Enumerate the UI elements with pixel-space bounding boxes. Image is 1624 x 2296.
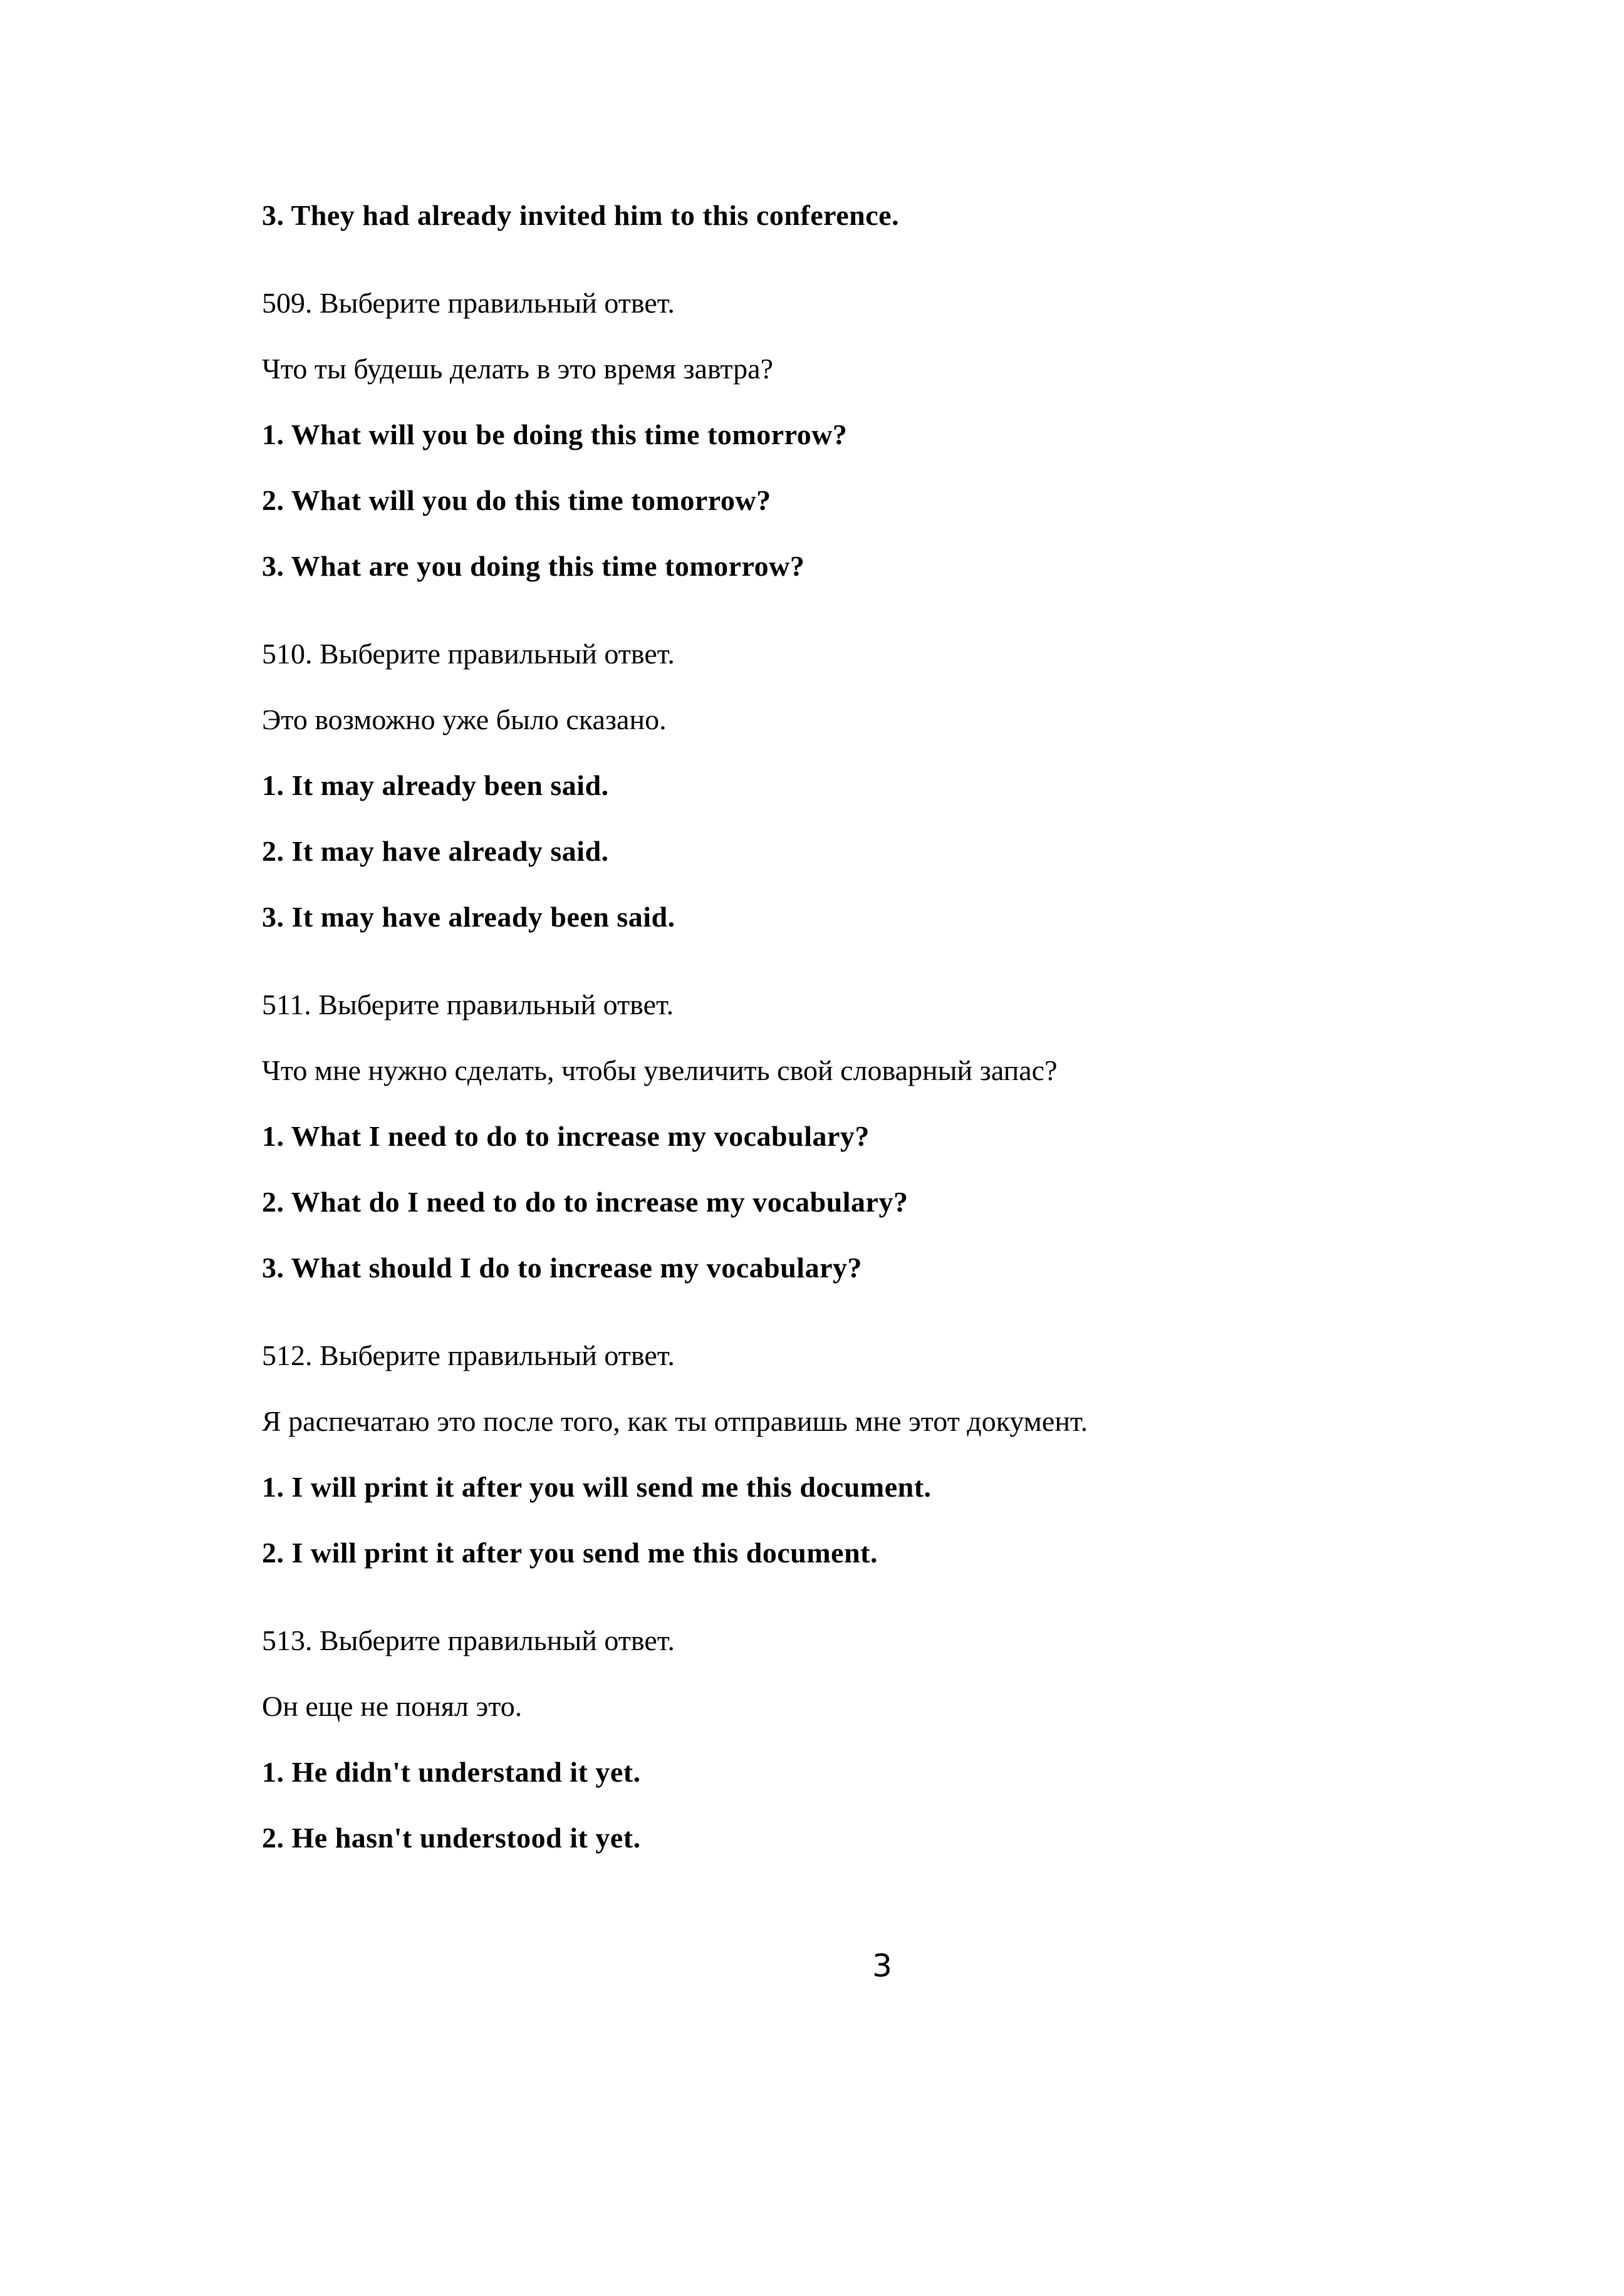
answer-option: 2. It may have already said.: [262, 835, 609, 867]
question-heading: 513. Выберите правильный ответ.: [262, 1624, 675, 1656]
question-heading: 510. Выберите правильный ответ.: [262, 638, 675, 670]
answer-option: 2. What will you do this time tomorrow?: [262, 484, 771, 516]
answer-option: 1. What will you be doing this time tomorrow?: [262, 418, 848, 450]
answer-option: 1. I will print it after you will send me this document.: [262, 1471, 932, 1503]
question-text-ru: Что мне нужно сделать, чтобы увеличить свой словарный запас?: [262, 1054, 1058, 1086]
question-text-ru: Это возможно уже было сказано.: [262, 704, 667, 735]
question-block-512: [262, 1338, 1511, 1570]
question-heading: 509. Выберите правильный ответ.: [262, 287, 675, 319]
page-number: 3: [872, 1948, 892, 1984]
question-text-ru: Что ты будешь делать в это время завтра?: [262, 353, 773, 385]
answer-option: 3. It may have already been said.: [262, 901, 675, 933]
answer-option: 1. It may already been said.: [262, 769, 609, 801]
answer-option-prev-question: 3. They had already invited him to this conference.: [262, 199, 900, 231]
question-heading: 512. Выберите правильный ответ.: [262, 1339, 675, 1371]
answer-option: 1. What I need to do to increase my vocabulary?: [262, 1120, 870, 1152]
answer-option: 2. What do I need to do to increase my vocabulary?: [262, 1186, 908, 1218]
question-text-ru: Он еще не понял это.: [262, 1690, 523, 1722]
answer-option: 3. What should I do to increase my vocabulary?: [262, 1252, 863, 1284]
question-block-513: [262, 1623, 1511, 1855]
question-block-510: [262, 636, 1511, 934]
question-block-509: [262, 286, 1511, 583]
answer-option: 2. He hasn't understood it yet.: [262, 1822, 641, 1854]
answer-option: 3. What are you doing this time tomorrow?: [262, 550, 805, 582]
question-text-ru: Я распечатаю это после того, как ты отправишь мне этот документ.: [262, 1405, 1088, 1437]
answer-option: 2. I will print it after you send me this document.: [262, 1537, 878, 1569]
question-heading: 511. Выберите правильный ответ.: [262, 989, 674, 1021]
answer-option: 1. He didn't understand it yet.: [262, 1756, 641, 1788]
question-block-511: [262, 987, 1511, 1285]
